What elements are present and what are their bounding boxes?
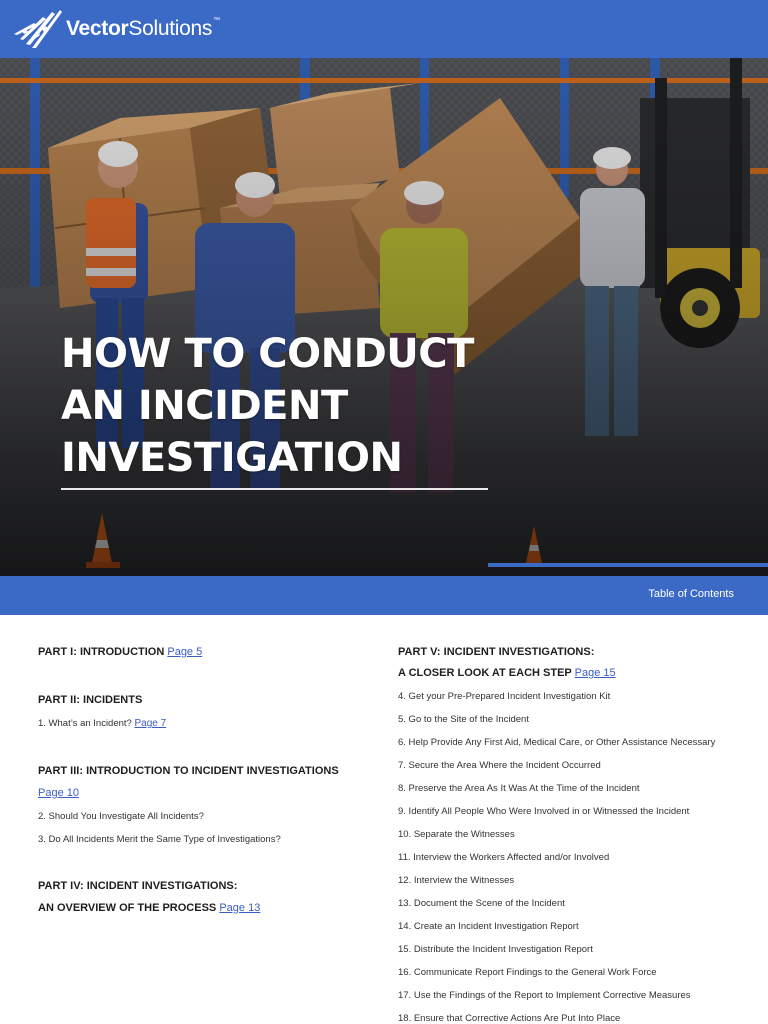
toc-link-part5[interactable]: Page 15	[574, 667, 616, 679]
toc-content	[0, 615, 768, 1024]
site-header	[0, 0, 768, 58]
vector-solutions-logo-icon	[12, 8, 64, 50]
toc-item-15: 15. Distribute the Incident Investigation Report	[398, 944, 593, 955]
toc-bar-label: Table of Contents	[648, 588, 734, 600]
logo-wordmark: VectorSolutions™	[66, 17, 220, 40]
toc-link-part4[interactable]: Page 13	[219, 902, 261, 914]
title-underline	[61, 488, 488, 490]
toc-heading-part4-line2: AN OVERVIEW OF THE PROCESS Page 13	[38, 902, 261, 914]
toc-heading-part4-line1: PART IV: INCIDENT INVESTIGATIONS:	[38, 880, 238, 892]
vector-solutions-logo[interactable]	[12, 8, 220, 50]
title-line-1: HOW TO CONDUCT	[61, 331, 474, 377]
toc-item-4: 4. Get your Pre-Prepared Incident Investigation Kit	[398, 691, 611, 702]
toc-item-10: 10. Separate the Witnesses	[398, 829, 515, 840]
toc-item-16: 16. Communicate Report Findings to the General Work Force	[398, 967, 657, 978]
toc-heading-part5-line1: PART V: INCIDENT INVESTIGATIONS:	[398, 646, 595, 658]
toc-item-1: 1. What’s an Incident? Page 7	[38, 718, 167, 729]
title-line-2: AN INCIDENT	[61, 383, 348, 429]
toc-item-8: 8. Preserve the Area As It Was At the Time of the Incident	[398, 783, 640, 794]
toc-item-11: 11. Interview the Workers Affected and/or Involved	[398, 852, 610, 863]
document-title	[61, 328, 474, 484]
toc-item-17: 17. Use the Findings of the Report to Implement Corrective Measures	[398, 990, 691, 1001]
toc-heading-part5-line2: A CLOSER LOOK AT EACH STEP Page 15	[398, 667, 616, 679]
toc-item-12: 12. Interview the Witnesses	[398, 875, 515, 886]
toc-item-6: 6. Help Provide Any First Aid, Medical Care, or Other Assistance Necessary	[398, 737, 716, 748]
toc-heading-part1: PART I: INTRODUCTION Page 5	[38, 646, 203, 658]
toc-item-2: 2. Should You Investigate All Incidents?	[38, 811, 204, 822]
toc-heading-part3: PART III: INTRODUCTION TO INCIDENT INVESTIGATIONS	[38, 765, 339, 777]
hero-banner	[0, 58, 768, 576]
toc-item-18: 18. Ensure that Corrective Actions Are Put Into Place	[398, 1013, 621, 1024]
toc-heading-part2: PART II: INCIDENTS	[38, 694, 143, 706]
toc-item-9: 9. Identify All People Who Were Involved in or Witnessed the Incident	[398, 806, 690, 817]
toc-link-part1[interactable]: Page 5	[167, 646, 203, 658]
toc-link-item-1[interactable]: Page 7	[134, 718, 167, 729]
toc-bar	[0, 576, 768, 615]
warehouse-incident-illustration	[0, 58, 768, 576]
toc-item-7: 7. Secure the Area Where the Incident Occurred	[398, 760, 601, 771]
toc-item-3: 3. Do All Incidents Merit the Same Type of Investigations?	[38, 834, 281, 845]
toc-item-13: 13. Document the Scene of the Incident	[398, 898, 565, 909]
toc-item-5: 5. Go to the Site of the Incident	[398, 714, 529, 725]
toc-link-part3[interactable]: Page 10	[38, 787, 79, 799]
title-line-3: INVESTIGATION	[61, 435, 403, 481]
toc-item-14: 14. Create an Incident Investigation Report	[398, 921, 579, 932]
